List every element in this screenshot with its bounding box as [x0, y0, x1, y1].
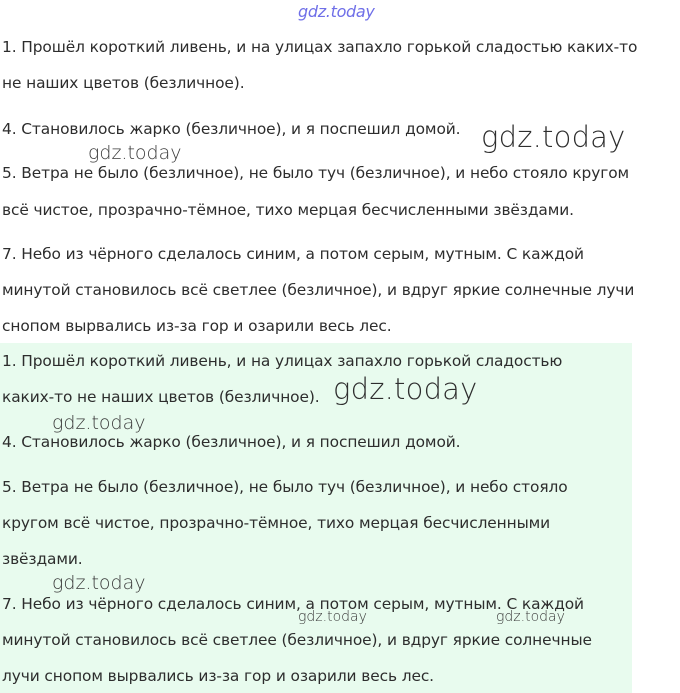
question-line: снопом вырвались из-за гор и озарили весь лес. [2, 317, 392, 335]
answer-line: кругом всё чистое, прозрачно-тёмное, тихо мерцая бесчисленными [2, 514, 551, 532]
answer-line: каких-то не наших цветов (безличное). [2, 388, 320, 406]
answer-line: звёздами. [2, 550, 83, 568]
answer-line: лучи снопом вырвались из-за гор и озарили весь лес. [2, 667, 434, 685]
question-line: не наших цветов (безличное). [2, 74, 245, 92]
watermark: gdz.today [333, 372, 478, 406]
question-line: 7. Небо из чёрного сделалось синим, а потом серым, мутным. С каждой [2, 245, 584, 263]
answer-line: 5. Ветра не было (безличное), не было туч (безличное), и небо стояло [2, 478, 568, 496]
site-watermark-top: gdz.today [298, 2, 375, 21]
answer-line: 1. Прошёл короткий ливень, и на улицах запахло горькой сладостью [2, 352, 563, 370]
answer-line: минутой становилось всё светлее (безличное), и вдруг яркие солнечные [2, 631, 592, 649]
watermark: gdz.today [52, 572, 146, 594]
question-line: 1. Прошёл короткий ливень, и на улицах запахло горькой сладостью каких-то [2, 38, 638, 56]
watermark: gdz.today [481, 120, 626, 154]
watermark: gdz.today [88, 142, 182, 164]
answer-line: 4. Становилось жарко (безличное), и я поспешил домой. [2, 433, 461, 451]
watermark: gdz.today [496, 609, 565, 625]
watermark: gdz.today [52, 412, 146, 434]
watermark: gdz.today [298, 609, 367, 625]
question-line: всё чистое, прозрачно-тёмное, тихо мерцая бесчисленными звёздами. [2, 201, 574, 219]
question-line: минутой становилось всё светлее (безличное), и вдруг яркие солнечные лучи [2, 281, 635, 299]
question-line: 5. Ветра не было (безличное), не было туч (безличное), и небо стояло кругом [2, 164, 630, 182]
question-line: 4. Становилось жарко (безличное), и я поспешил домой. [2, 120, 461, 138]
answer-line: 7. Небо из чёрного сделалось синим, а потом серым, мутным. С каждой [2, 595, 584, 613]
